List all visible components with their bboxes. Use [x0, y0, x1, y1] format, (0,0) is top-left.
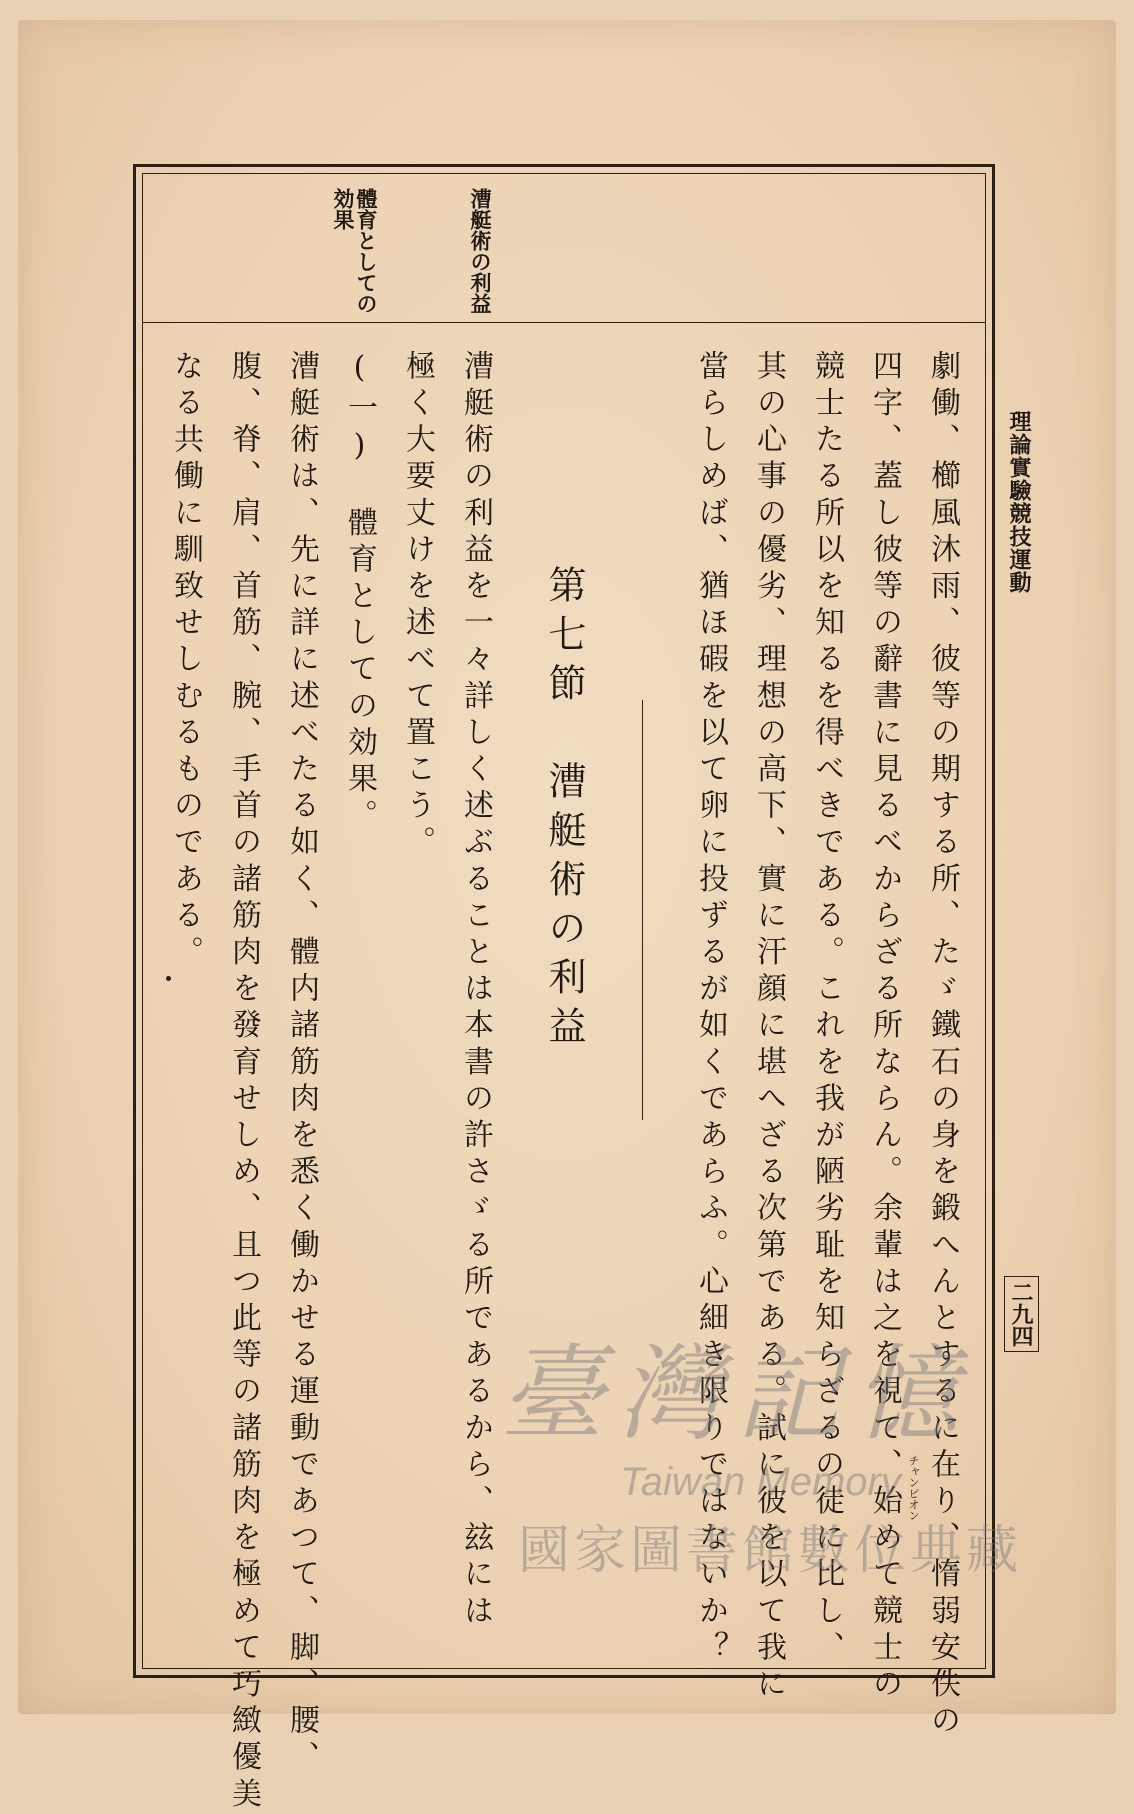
body-column: 競士たる所以を知るを得べきである。これを我が陋劣耻を知らざるの徒に比し、 [809, 350, 844, 1668]
body-column: 其の心事の優劣、理想の高下、實に汗顔に堪へざる次第である。試に彼を以て我に [751, 350, 786, 1705]
running-head: 理論實驗競技運動 [1006, 410, 1032, 594]
body-column: 腹、脊、肩、首筋、腕、手首の諸筋肉を發育せしめ、且つ此等の諸筋肉を極めて巧緻優美 [226, 350, 261, 1814]
body-column: 漕艇術は、先に詳に述べたる如く、體内諸筋肉を悉く働かせる運動であつて、脚、腰、 [284, 350, 319, 1778]
body-column: 當らしめば、猶ほ碬を以て卵に投ずるが如くであらふ。心細き限りではないか？ [693, 350, 728, 1668]
watermark-subtitle: 國家圖書館數位典藏 [518, 1521, 1023, 1581]
ruby-annotation: チャンピオン [907, 1455, 920, 1521]
section-rule [642, 700, 643, 1120]
body-column: 四字、蓋し彼等の辭書に見るべからざる所ならん。余輩は之を視て、始めて競士の [867, 350, 902, 1705]
body-column: 極く大要丈けを述べて置こう。 [400, 350, 435, 863]
ink-dot [166, 976, 171, 981]
body-column: 劇働、櫛風沐雨、彼等の期する所、たゞ鐵石の身を鍛へんとするに在り、惰弱安佚の [925, 350, 960, 1741]
margin-note-physical-education: 體育としての [354, 188, 379, 314]
body-column: 漕艇術の利益を一々詳しく述ぶることは本書の許さゞる所であるから、玆には [458, 350, 493, 1631]
header-divider [142, 322, 986, 323]
body-column: なる共働に馴致せしむるものである。 [168, 350, 203, 973]
margin-note-effect: 効果 [331, 188, 356, 230]
section-title: 第七節 漕艇術の利益 [542, 565, 586, 1055]
body-column-heading: (一) 體育としての効果。 [342, 350, 377, 836]
watermark-english: Taiwan Memory [620, 1460, 901, 1504]
page-number: 二九四 [1004, 1276, 1039, 1352]
watermark-calligraphy: 臺灣記憶 [500, 1333, 973, 1455]
margin-note-rowing-benefits: 漕艇術の利益 [468, 188, 493, 314]
